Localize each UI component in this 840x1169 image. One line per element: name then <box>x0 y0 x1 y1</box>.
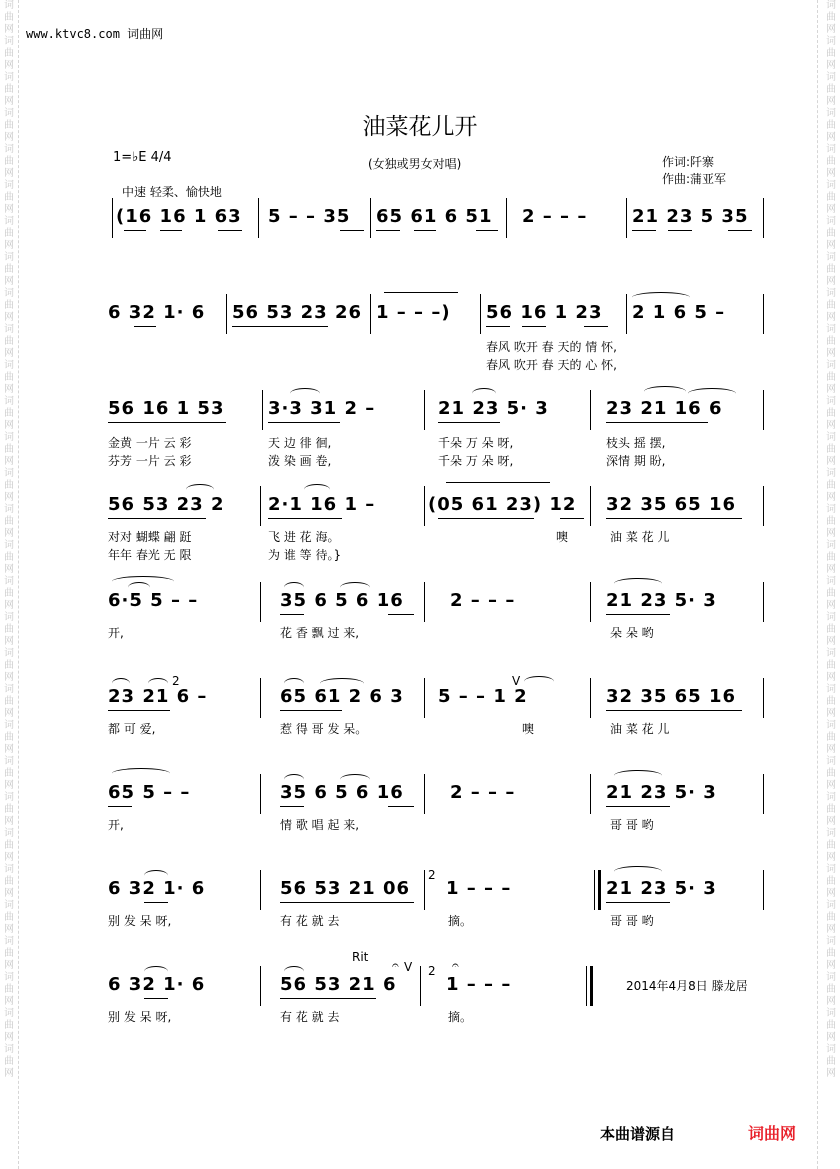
barline <box>424 486 425 526</box>
underline <box>160 230 182 231</box>
slur <box>284 678 304 689</box>
measure: 2·1 16 1 – <box>268 494 376 515</box>
footer-brand-link[interactable]: 词曲网 <box>748 1124 797 1143</box>
barline <box>626 294 627 334</box>
underline <box>438 422 500 423</box>
lyrics-verse-1: 金黄 一片 云 彩 <box>108 436 192 450</box>
lyrics-verse-1: 哥 哥 哟 <box>610 914 654 928</box>
lyrics-verse-2: 泼 染 画 卷, <box>268 454 332 468</box>
lyrics-verse-1: 惹 得 哥 发 呆。 <box>280 722 368 736</box>
composition-date: 2014年4月8日 滕龙居 <box>626 979 748 993</box>
composer: 作曲:蒲亚军 <box>662 172 727 186</box>
ritardando-mark: Rit <box>352 950 369 964</box>
underline <box>414 230 436 231</box>
measure: 32 35 65 16 <box>606 686 736 707</box>
underline <box>124 230 146 231</box>
slur <box>340 582 370 593</box>
measure: 1 – – –) <box>376 302 451 323</box>
lyrics-verse-1: 对对 蝴蝶 翩 跹 <box>108 530 192 544</box>
slur <box>304 484 330 495</box>
underline <box>476 230 498 231</box>
lyrics-verse-1: 别 发 呆 呀, <box>108 1010 172 1024</box>
repeat-barline <box>594 870 601 910</box>
measure: 6 32 1· 6 <box>108 974 206 995</box>
barline <box>763 294 764 334</box>
site-url[interactable]: www.ktvc8.com 词曲网 <box>26 27 164 41</box>
watermark-left: 词曲网词曲网词曲网词曲网词曲网词曲网词曲网词曲网词曲网词曲网词曲网词曲网词曲网词曲网词曲网词曲网词曲网词曲网词曲网词曲网词曲网词曲网词曲网词曲网词曲网词曲网词曲网词曲网词曲网词曲网 <box>4 0 14 1079</box>
underline <box>268 518 342 519</box>
underline <box>522 326 546 327</box>
barline <box>112 198 113 238</box>
underline <box>632 230 656 231</box>
lyrics-verse-2: 深情 期 盼, <box>606 454 666 468</box>
lyrics-verse-2: 春风 吹开 春 天的 心 怀, <box>486 358 617 372</box>
page-border-left <box>18 0 19 1169</box>
grace-note: 2 <box>428 964 436 978</box>
measure: 35 6 5 6 16 <box>280 590 404 611</box>
barline <box>260 678 261 718</box>
slur <box>112 768 170 779</box>
slur <box>128 582 150 593</box>
underline <box>108 710 170 711</box>
slur <box>148 678 168 689</box>
underline <box>438 518 534 519</box>
barline <box>763 774 764 814</box>
lyrics-verse-1: 噢 <box>556 530 569 544</box>
lyrics-verse-2: 千朵 万 朵 呀, <box>438 454 514 468</box>
measure: 2 1 6 5 – <box>632 302 726 323</box>
underline <box>606 422 708 423</box>
page-border-right <box>817 0 818 1169</box>
underline <box>108 806 132 807</box>
lyrics-verse-1: 开, <box>108 818 124 832</box>
barline <box>590 582 591 622</box>
measure: 2 – – – <box>450 590 516 611</box>
barline <box>260 486 261 526</box>
barline <box>260 582 261 622</box>
barline <box>424 870 425 910</box>
barline <box>763 582 764 622</box>
measure: 21 23 5· 3 <box>606 590 717 611</box>
lyrics-verse-1: 油 菜 花 儿 <box>610 722 670 736</box>
lyrics-verse-1: 朵 朵 哟 <box>610 626 654 640</box>
fermata-mark: 𝄐 <box>452 958 459 972</box>
underline <box>108 422 226 423</box>
lyrics-verse-1: 摘。 <box>448 1010 473 1024</box>
underline <box>560 518 584 519</box>
slur <box>524 676 554 687</box>
lyrics-verse-1: 别 发 呆 呀, <box>108 914 172 928</box>
measure: 1 – – – <box>446 974 512 995</box>
barline <box>260 870 261 910</box>
lyrics-verse-2: 为 谁 等 待。} <box>268 548 342 562</box>
underline <box>268 422 340 423</box>
barline <box>590 678 591 718</box>
slur <box>614 578 662 589</box>
lyrics-verse-2: 芬芳 一片 云 彩 <box>108 454 192 468</box>
lyrics-verse-2: 年年 春光 无 限 <box>108 548 192 562</box>
slur <box>632 292 690 303</box>
barline <box>424 582 425 622</box>
measure: (05 61 23) 12 <box>428 494 577 515</box>
barline <box>763 678 764 718</box>
underline <box>606 902 670 903</box>
underline <box>340 230 364 231</box>
measure: 21 23 5· 3 <box>438 398 549 419</box>
measure: 1 – – – <box>446 878 512 899</box>
measure: 23 21 6 – <box>108 686 208 707</box>
underline <box>668 230 692 231</box>
measure: 56 53 21 6 <box>280 974 397 995</box>
measure: 2 – – – <box>522 206 588 227</box>
slur <box>284 966 304 977</box>
measure: 56 53 21 06 <box>280 878 410 899</box>
underline <box>606 806 670 807</box>
lyrics-verse-1: 油 菜 花 儿 <box>610 530 670 544</box>
breath-mark: V <box>404 960 413 974</box>
barline <box>260 966 261 1006</box>
grace-note: 2 <box>428 868 436 882</box>
measure: 21 23 5· 3 <box>606 782 717 803</box>
lyrics-verse-1: 枝头 摇 摆, <box>606 436 666 450</box>
barline <box>424 390 425 430</box>
song-subtitle: (女独或男女对唱) <box>368 157 462 171</box>
slur <box>320 678 364 689</box>
lyrics-verse-1: 有 花 就 去 <box>280 1010 340 1024</box>
lyrics-verse-1: 飞 进 花 海。 <box>268 530 340 544</box>
barline <box>763 486 764 526</box>
underline <box>376 230 400 231</box>
crescendo-mark <box>384 292 458 299</box>
measure: 2 – – – <box>450 782 516 803</box>
underline <box>280 614 304 615</box>
barline <box>226 294 227 334</box>
lyricist: 作词:阡寨 <box>662 155 715 169</box>
lyrics-verse-1: 天 边 徘 徊, <box>268 436 332 450</box>
lyrics-verse-1: 有 花 就 去 <box>280 914 340 928</box>
measure: 5 – – 1 2 <box>438 686 528 707</box>
underline <box>280 902 414 903</box>
measure: 3·3 31 2 – <box>268 398 376 419</box>
slur <box>340 774 370 785</box>
slur <box>614 866 662 877</box>
barline <box>258 198 259 238</box>
lyrics-verse-1: 摘。 <box>448 914 473 928</box>
underline <box>728 230 752 231</box>
barline <box>763 870 764 910</box>
measure: 21 23 5· 3 <box>606 878 717 899</box>
slur <box>112 678 130 689</box>
final-barline <box>586 966 593 1006</box>
lyrics-verse-1: 噢 <box>522 722 535 736</box>
measure: 23 21 16 6 <box>606 398 723 419</box>
lyrics-verse-1: 情 歌 唱 起 来, <box>280 818 360 832</box>
slur <box>284 774 304 785</box>
measure: 21 23 5 35 <box>632 206 749 227</box>
measure: 56 53 23 26 <box>232 302 362 323</box>
slur <box>186 484 214 495</box>
slur <box>472 388 496 399</box>
lyrics-verse-1: 开, <box>108 626 124 640</box>
lyrics-verse-1: 哥 哥 哟 <box>610 818 654 832</box>
lyrics-verse-1: 花 香 飘 过 来, <box>280 626 360 640</box>
barline <box>480 294 481 334</box>
underline <box>232 326 328 327</box>
measure: 6·5 5 – – <box>108 590 199 611</box>
measure: 65 5 – – <box>108 782 191 803</box>
barline <box>763 198 764 238</box>
underline <box>144 902 168 903</box>
underline <box>280 806 304 807</box>
measure: (16 16 1 63 <box>116 206 242 227</box>
measure: 56 16 1 53 <box>108 398 225 419</box>
barline <box>506 198 507 238</box>
song-title: 油菜花儿开 <box>362 114 478 140</box>
measure: 5 – – 35 <box>268 206 351 227</box>
slur <box>144 966 168 977</box>
underline <box>486 326 510 327</box>
watermark-right: 词曲网词曲网词曲网词曲网词曲网词曲网词曲网词曲网词曲网词曲网词曲网词曲网词曲网词曲网词曲网词曲网词曲网词曲网词曲网词曲网词曲网词曲网词曲网词曲网词曲网词曲网词曲网词曲网词曲网词曲网 <box>826 0 836 1079</box>
grace-note: 2 <box>172 674 180 688</box>
slur <box>144 870 168 881</box>
underline <box>134 326 156 327</box>
barline <box>590 774 591 814</box>
measure: 56 53 23 2 <box>108 494 225 515</box>
barline <box>424 678 425 718</box>
underline <box>144 998 168 999</box>
measure: 65 61 6 51 <box>376 206 493 227</box>
fermata-mark: 𝄐 <box>392 958 399 972</box>
barline <box>370 294 371 334</box>
barline <box>763 390 764 430</box>
underline <box>280 710 342 711</box>
measure: 6 32 1· 6 <box>108 878 206 899</box>
crescendo-mark <box>446 482 550 489</box>
barline <box>370 198 371 238</box>
barline <box>424 774 425 814</box>
slur <box>688 388 736 399</box>
footer-source-text: 本曲谱源自 <box>600 1125 676 1143</box>
slur <box>644 386 686 397</box>
lyrics-verse-1: 春风 吹开 春 天的 情 怀, <box>486 340 617 354</box>
slur <box>284 582 304 593</box>
underline <box>280 998 376 999</box>
slur <box>614 770 662 781</box>
barline <box>590 390 591 430</box>
breath-mark: V <box>512 674 521 688</box>
measure: 35 6 5 6 16 <box>280 782 404 803</box>
underline <box>606 614 670 615</box>
underline <box>388 614 414 615</box>
lyrics-verse-1: 千朵 万 朵 呀, <box>438 436 514 450</box>
underline <box>108 518 206 519</box>
measure: 32 35 65 16 <box>606 494 736 515</box>
underline <box>218 230 242 231</box>
lyrics-verse-1: 都 可 爱, <box>108 722 156 736</box>
barline <box>590 486 591 526</box>
underline <box>606 518 742 519</box>
barline <box>260 774 261 814</box>
underline <box>606 710 742 711</box>
measure: 6 32 1· 6 <box>108 302 206 323</box>
underline <box>388 806 414 807</box>
key-signature: 1=♭E 4/4 <box>113 150 172 165</box>
barline <box>626 198 627 238</box>
barline <box>262 390 263 430</box>
measure: 65 61 2 6 3 <box>280 686 404 707</box>
tempo-marking: 中速 轻柔、愉快地 <box>122 185 222 199</box>
barline <box>420 966 421 1006</box>
underline <box>584 326 608 327</box>
slur <box>290 388 320 399</box>
measure: 56 16 1 23 <box>486 302 603 323</box>
